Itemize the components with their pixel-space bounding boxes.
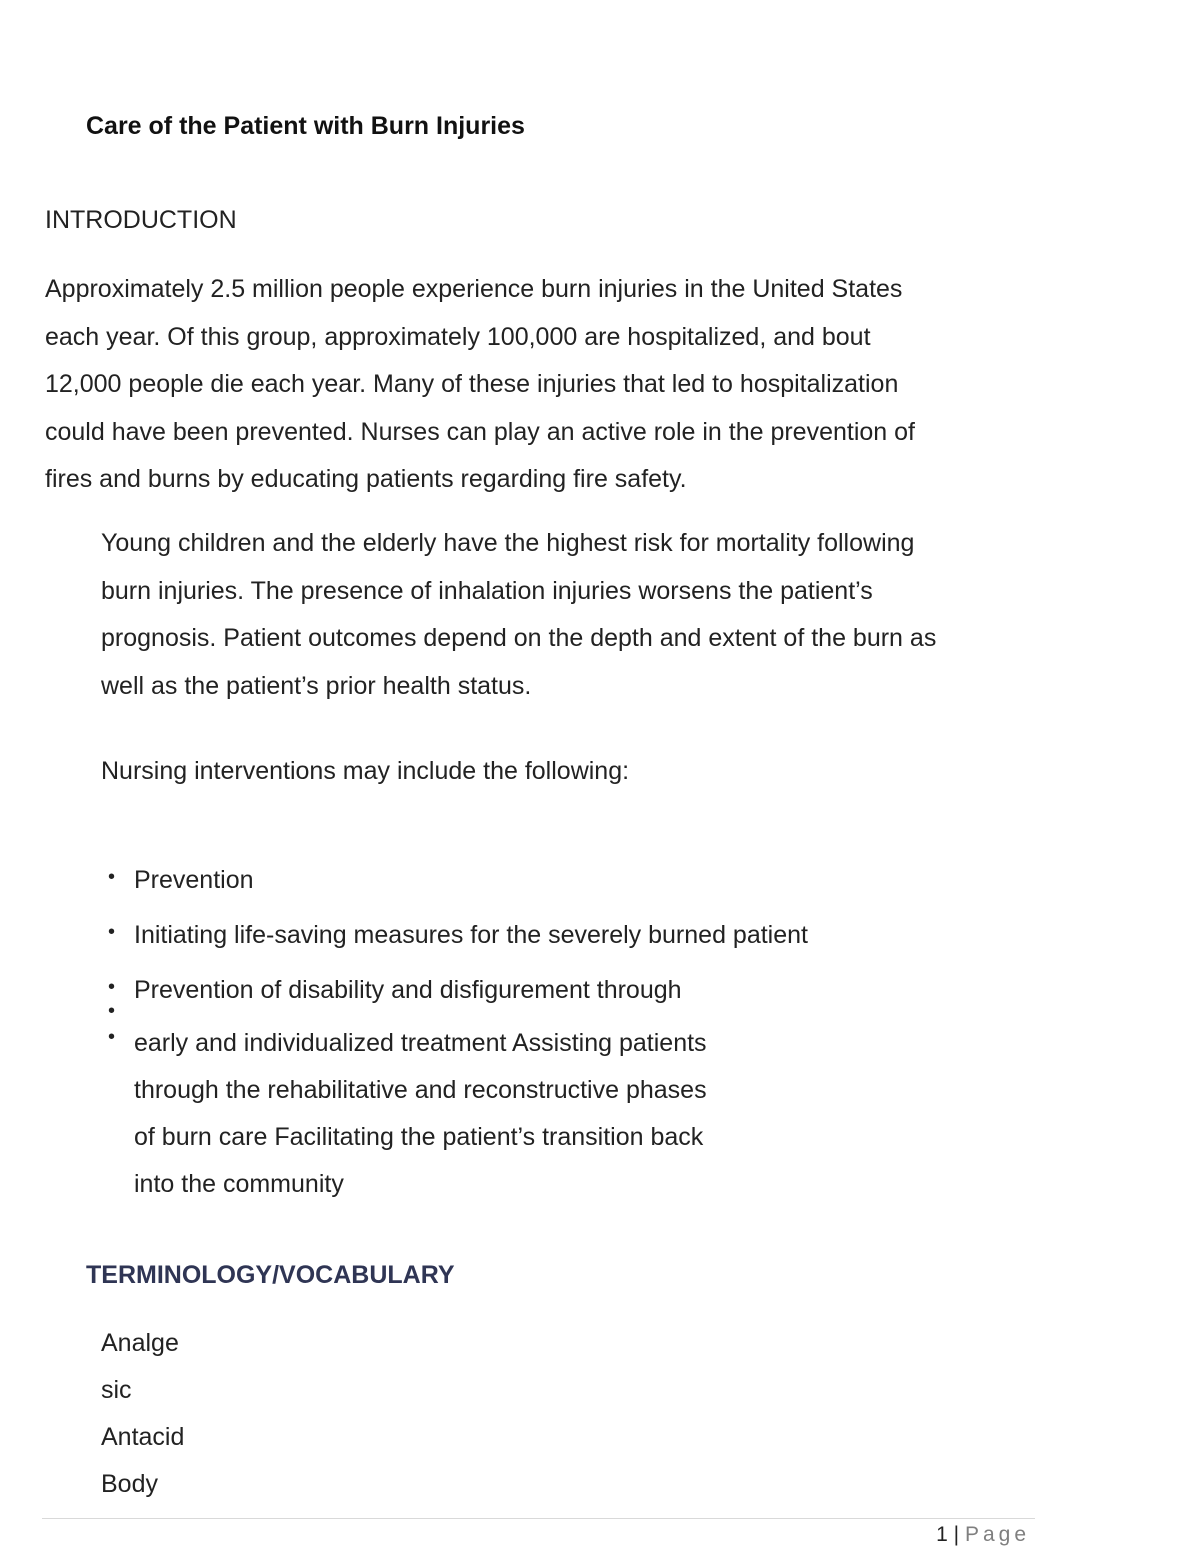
bullet-icon: • [108, 921, 116, 943]
paragraph-line: prognosis. Patient outcomes depend on the depth and extent of the burn as [101, 624, 937, 652]
list-item: Prevention [134, 866, 254, 894]
paragraph-line: well as the patient’s prior health status. [101, 671, 532, 700]
list-item: Prevention of disability and disfigurement through [134, 976, 682, 1004]
bullet-icon: • [108, 976, 116, 998]
vocabulary-term: sic [101, 1376, 132, 1404]
bullet-icon: • [108, 866, 116, 888]
list-item-line: of burn care Facilitating the patient’s transition back [134, 1123, 704, 1151]
vocabulary-list [101, 1320, 184, 1508]
page-footer [936, 1523, 1030, 1547]
paragraph-line: burn injuries. The presence of inhalation injuries worsens the patient’s [101, 576, 873, 605]
interventions-intro: Nursing interventions may include the following: [101, 757, 630, 785]
list-item-line: through the rehabilitative and reconstructive phases [134, 1076, 707, 1104]
introduction-paragraph-1 [45, 266, 1035, 504]
bullet-icon: • [108, 1000, 116, 1022]
list-item-line: early and individualized treatment Assisting patients [134, 1029, 707, 1057]
list-item-line: into the community [134, 1170, 344, 1198]
page-number: 1 [936, 1523, 948, 1546]
introduction-heading: INTRODUCTION [45, 206, 237, 234]
page-label: Page [964, 1523, 1030, 1546]
list-item: Initiating life-saving measures for the severely burned patient [134, 921, 808, 949]
footer-divider [42, 1518, 1035, 1519]
paragraph-line: Approximately 2.5 million people experience burn injuries in the United States [45, 275, 903, 303]
paragraph-line: 12,000 people die each year. Many of these injuries that led to hospitalization [45, 370, 899, 398]
list-item-wrapped [134, 1020, 707, 1208]
vocabulary-term: Antacid [101, 1423, 185, 1451]
introduction-paragraph-2 [101, 520, 1041, 710]
bullet-icon: • [108, 1026, 116, 1048]
vocabulary-term: Analge [101, 1329, 179, 1357]
paragraph-line: fires and burns by educating patients regarding fire safety. [45, 465, 687, 493]
vocabulary-term: Body [101, 1470, 158, 1498]
document-title: Care of the Patient with Burn Injuries [86, 112, 525, 140]
page-separator: | [947, 1523, 965, 1546]
paragraph-line: each year. Of this group, approximately 100,000 are hospitalized, and bout [45, 322, 871, 351]
terminology-heading: TERMINOLOGY/VOCABULARY [86, 1261, 455, 1289]
paragraph-line: Young children and the elderly have the highest risk for mortality following [101, 529, 915, 557]
paragraph-line: could have been prevented. Nurses can play an active role in the prevention of [45, 417, 915, 446]
